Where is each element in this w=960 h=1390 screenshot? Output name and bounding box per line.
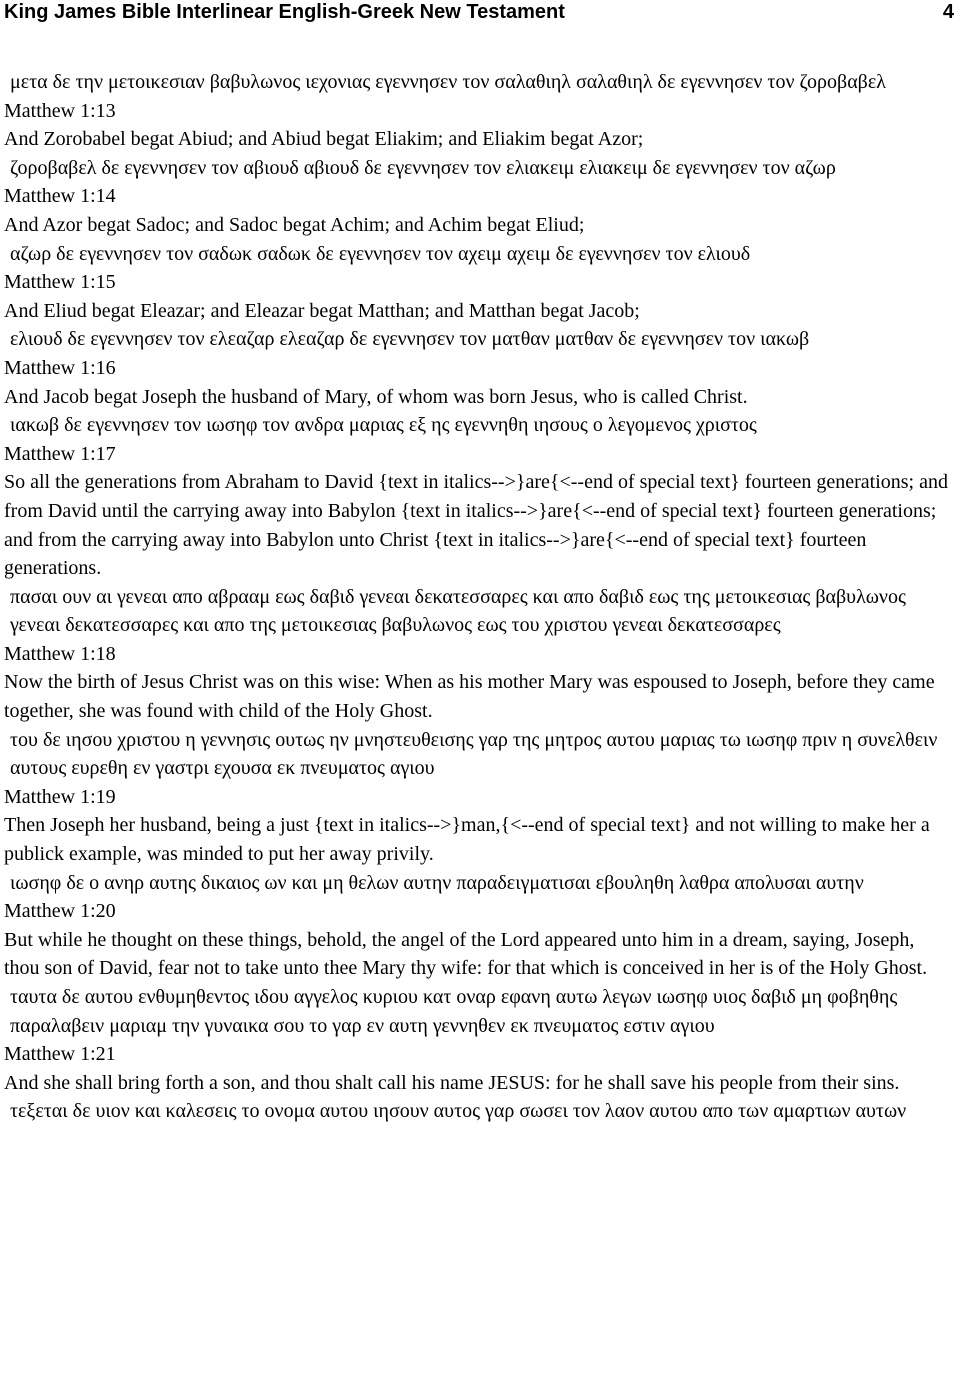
verse-reference: Matthew 1:18: [4, 642, 116, 665]
english-verse: And Zorobabel begat Abiud; and Abiud begat Eliakim; and Eliakim begat Azor;: [4, 128, 644, 151]
greek-verse: αζωρ δε εγεννησεν τον σαδωκ σαδωκ δε εγεννησεν τον αχειμ αχειμ δε εγεννησεν τον ελιουδ: [10, 242, 751, 265]
greek-verse: ζοροβαβελ δε εγεννησεν τον αβιουδ αβιουδ δε εγεννησεν τον ελιακειμ ελιακειμ δε εγεννησεν τον αζωρ: [10, 156, 836, 179]
verse-reference: Matthew 1:14: [4, 185, 116, 208]
english-verse: But while he thought on these things, behold, the angel of the Lord appeared unto him in a dream, saying, Joseph, thou son of David, fear not to take unto thee Mary thy wife: for that which is conceived in her is of the Holy Ghost.: [4, 928, 928, 980]
greek-verse: του δε ιησου χριστου η γεννησις ουτως ην μνηστευθεισης γαρ της μητρος αυτου μαριας τω ιωσηφ πριν η συνελθειν αυτους ευρεθη εν γαστρι εχουσα εκ πνευματος αγιου: [10, 728, 938, 780]
document-body: [4, 68, 954, 1126]
english-verse: And she shall bring forth a son, and thou shalt call his name JESUS: for he shall save his people from their sins.: [4, 1071, 900, 1094]
greek-verse: πασαι ουν αι γενεαι απο αβρααμ εως δαβιδ γενεαι δεκατεσσαρες και απο δαβιδ εως της μετοικεσιας βαβυλωνος γενεαι δεκατεσσαρες και απο της μετοικεσιας βαβυλωνος εως του χριστου γενεαι δεκατεσσαρες: [10, 585, 906, 637]
english-verse: Now the birth of Jesus Christ was on this wise: When as his mother Mary was espoused to Joseph, before they came together, she was found with child of the Holy Ghost.: [4, 671, 935, 723]
verse-reference: Matthew 1:13: [4, 99, 116, 122]
verse-reference: Matthew 1:17: [4, 442, 116, 465]
verse-reference: Matthew 1:16: [4, 356, 116, 379]
english-verse: So all the generations from Abraham to David {text in italics-->}are{<--end of special text} fourteen generations; and from David until the carrying away into Babylon {text in italics-->}are{<--end of special text} fourteen generations; and from the carrying away into Babylon unto Christ {text in italics-->}are{<--end of special text} fourteen generations.: [4, 471, 948, 580]
greek-verse: μετα δε την μετοικεσιαν βαβυλωνος ιεχονιας εγεννησεν τον σαλαθιηλ σαλαθιηλ δε εγεννησεν τον ζοροβαβελ: [10, 71, 886, 93]
greek-verse: ιακωβ δε εγεννησεν τον ιωσηφ τον ανδρα μαριας εξ ης εγεννηθη ιησους ο λεγομενος χριστος: [10, 414, 757, 437]
greek-verse: ταυτα δε αυτου ενθυμηθεντος ιδου αγγελος κυριου κατ οναρ εφανη αυτω λεγων ιωσηφ υιος δαβιδ μη φοβηθης παραλαβειν μαριαμ την γυναικα σου το γαρ εν αυτη γεννηθεν εκ πνευματος εστιν αγιου: [10, 986, 898, 1037]
verse-reference: Matthew 1:21: [4, 1043, 116, 1066]
document-title: King James Bible Interlinear English-Greek New Testament: [4, 1, 565, 23]
greek-verse: τεξεται δε υιον και καλεσεις το ονομα αυτου ιησουν αυτος γαρ σωσει τον λαον αυτου απο των αμαρτιων αυτων: [10, 1100, 907, 1123]
verse-reference: Matthew 1:19: [4, 785, 116, 808]
english-verse: And Eliud begat Eleazar; and Eleazar begat Matthan; and Matthan begat Jacob;: [4, 299, 640, 322]
english-verse: Then Joseph her husband, being a just {text in italics-->}man,{<--end of special text} and not willing to make her a publick example, was minded to put her away privily.: [4, 814, 930, 866]
greek-verse: ιωσηφ δε ο ανηρ αυτης δικαιος ων και μη θελων αυτην παραδειγματισαι εβουληθη λαθρα απολυσαι αυτην: [10, 871, 864, 894]
greek-verse: ελιουδ δε εγεννησεν τον ελεαζαρ ελεαζαρ δε εγεννησεν τον ματθαν ματθαν δε εγεννησεν τον ιακωβ: [10, 328, 810, 351]
english-verse: And Jacob begat Joseph the husband of Mary, of whom was born Jesus, who is called Christ.: [4, 385, 748, 408]
verse-reference: Matthew 1:20: [4, 900, 116, 923]
english-verse: And Azor begat Sadoc; and Sadoc begat Achim; and Achim begat Eliud;: [4, 213, 585, 236]
page-header: [4, 0, 954, 24]
page-number: 4: [942, 1, 954, 23]
verse-reference: Matthew 1:15: [4, 271, 116, 294]
